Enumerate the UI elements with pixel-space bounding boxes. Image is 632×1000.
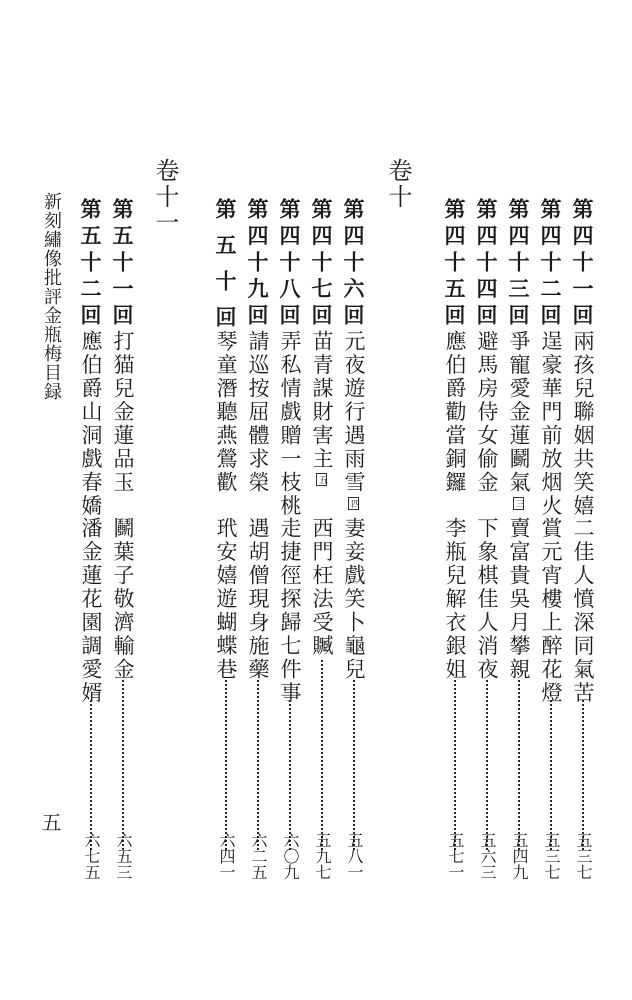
page-number: 五七一 (446, 832, 465, 880)
chapter-title-first: 弄私情戲贈一枝桃 (278, 330, 302, 518)
page-number: 六四一 (217, 832, 236, 880)
dot-leader (518, 680, 520, 850)
chapter-number: 第四十六回 (341, 198, 366, 331)
title-text: 元夜遊行遇雨雪 (342, 330, 366, 495)
chapter-title-second: 二佳人憤深同氣苦 (571, 517, 595, 705)
chapter-title-first: 琴童潛聽燕鶯歡 (214, 330, 238, 495)
chapter-title-second: 走捷徑探歸七件事 (278, 517, 302, 705)
chapter-title-second: 鬭葉子敬濟輸金 (111, 517, 135, 682)
chapter-number: 第四十七回 (309, 198, 334, 331)
chapter-title-second: 妻妾戲笑卜龜兒 (342, 517, 366, 682)
page-number: 六二五 (249, 832, 268, 880)
chapter-title-second: 潘金蓮花園調愛婿 (79, 517, 103, 705)
chapter-title-first (311, 330, 332, 486)
page-number: 五九七 (313, 832, 332, 880)
chapter-number: 第五十二回 (78, 198, 103, 331)
chapter-title-second: 賞元宵樓上醉花燈 (539, 517, 563, 705)
dot-leader (550, 700, 552, 850)
book-title: 新刻繡像批評金瓶梅目録 (41, 192, 62, 401)
dot-leader (454, 680, 456, 850)
dot-leader (289, 700, 291, 850)
page-number: 五三七 (542, 832, 561, 880)
chapter-number: 第五十一回 (110, 198, 135, 331)
page-number: 五四九 (510, 832, 529, 880)
volume-title: 卷十 (384, 158, 412, 210)
page-number: 五六三 (478, 832, 497, 880)
folio-number: 五 (38, 812, 62, 832)
dot-leader (353, 680, 355, 850)
chapter-title-first (343, 330, 364, 510)
chapter-number: 第四十五回 (442, 198, 467, 331)
dot-leader (90, 700, 92, 850)
page-number: 五三七 (574, 832, 593, 880)
chapter-number: 第四十一回 (570, 198, 595, 331)
annotation-badge: 三 (514, 498, 524, 508)
chapter-title-first: 打猫兒金蓮品玉 (111, 330, 135, 495)
chapter-title-first: 請巡按屈體求榮 (246, 330, 270, 495)
chapter-title-second: 玳安嬉遊蝴蝶巷 (214, 517, 238, 682)
chapter-title-second: 李瓶兒解衣銀姐 (443, 517, 467, 682)
chapter-title-second: 下象棋佳人消夜 (475, 517, 499, 682)
chapter-title-second: 遇胡僧現身施藥 (246, 517, 270, 682)
chapter-title-first: 避馬房侍女偷金 (475, 330, 499, 495)
chapter-title-first: 逞豪華門前放烟火 (539, 330, 563, 518)
chapter-title-second: 西門枉法受贓 (310, 517, 334, 658)
page-number: 六〇九 (281, 832, 300, 880)
title-text: 苗青謀財害主 (310, 330, 334, 471)
chapter-title-second: 賣富貴吳月攀親 (507, 517, 531, 682)
chapter-number: 第四十九回 (245, 198, 270, 331)
volume-title: 卷十一 (151, 158, 179, 236)
page-number: 六七五 (82, 832, 101, 880)
chapter-title-first: 應伯爵勸當銅鑼 (443, 330, 467, 495)
title-text: 爭寵愛金蓮鬬氣 (507, 330, 531, 495)
chapter-number: 第四十二回 (538, 198, 563, 331)
chapter-title-first: 應伯爵山洞戲春嬌 (79, 330, 103, 518)
chapter-title-first (508, 330, 529, 510)
page-number: 六五三 (114, 832, 133, 880)
chapter-number: 第四十八回 (277, 198, 302, 331)
chapter-number: 第四十四回 (474, 198, 499, 331)
dot-leader (486, 680, 488, 850)
dot-leader (257, 680, 259, 850)
annotation-badge: 四 (349, 498, 359, 508)
dot-leader (582, 700, 584, 850)
dot-leader (122, 680, 124, 850)
chapter-number: 第五十回 (213, 198, 238, 342)
annotation-badge: 五 (317, 475, 327, 484)
dot-leader (321, 660, 323, 850)
chapter-title-first: 兩孩兒聯姻共笑嬉 (571, 330, 595, 518)
page-number: 五八一 (345, 832, 364, 880)
dot-leader (225, 680, 227, 850)
chapter-number: 第四十三回 (506, 198, 531, 331)
